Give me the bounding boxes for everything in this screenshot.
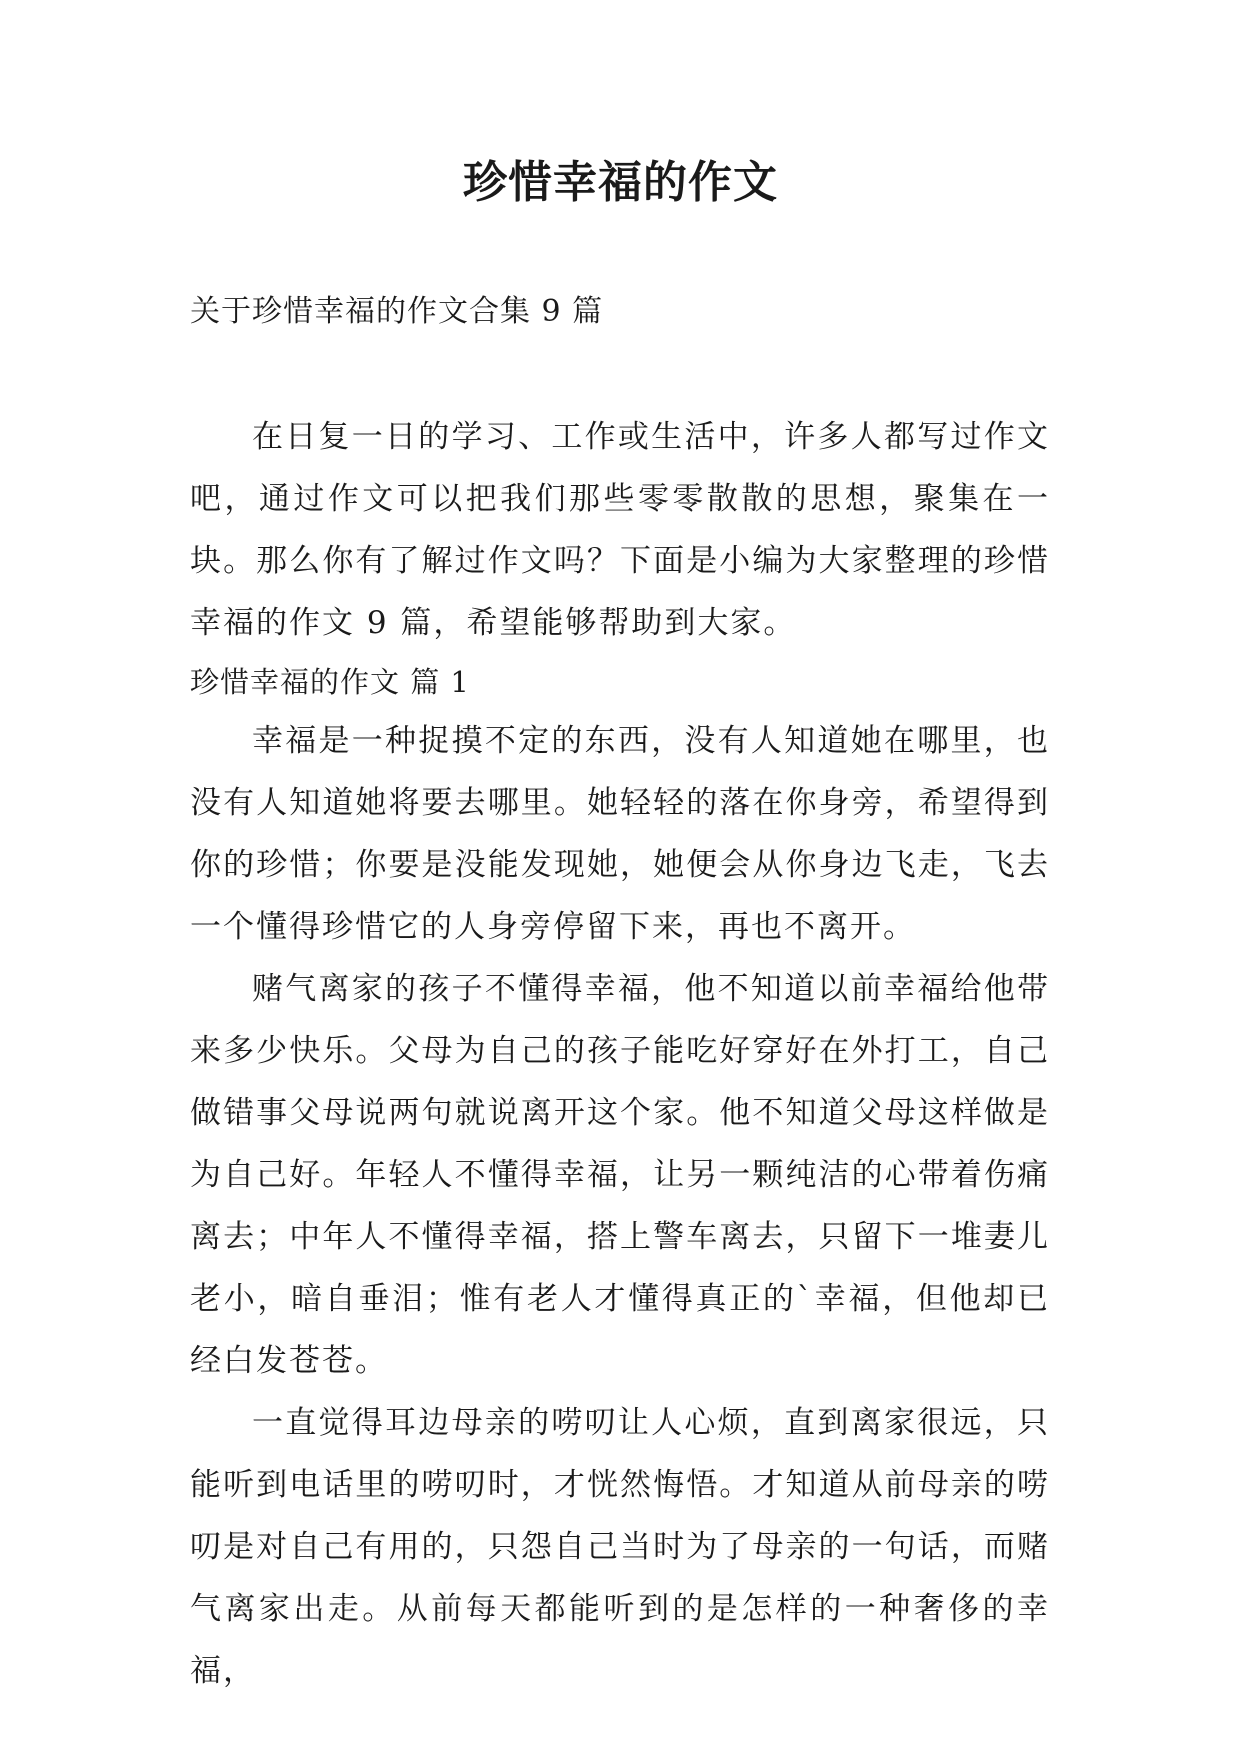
body-paragraph: 幸福是一种捉摸不定的东西，没有人知道她在哪里，也没有人知道她将要去哪里。她轻轻的落在你身旁，希望得到你的珍惜；你要是没能发现她，她便会从你身边飞走，飞去一个懂得珍惜它的人身旁停留下来，再也不离开。: [190, 723, 1050, 945]
intro-paragraph: 在日复一日的学习、工作或生活中，许多人都写过作文吧，通过作文可以把我们那些零零散散的思想，聚集在一块。那么你有了解过作文吗？下面是小编为大家整理的珍惜幸福的作文 9 篇，希望能够帮助到大家。: [190, 419, 1050, 641]
body-paragraph: 赌气离家的孩子不懂得幸福，他不知道以前幸福给他带来多少快乐。父母为自己的孩子能吃好穿好在外打工，自己做错事父母说两句就说离开这个家。他不知道父母这样做是为自己好。年轻人不懂得幸福，让另一颗纯洁的心带着伤痛离去；中年人不懂得幸福，搭上警车离去，只留下一堆妻儿老小，暗自垂泪；惟有老人才懂得真正的`幸福，但他却已经白发苍苍。: [190, 971, 1050, 1379]
body-paragraph: 一直觉得耳边母亲的唠叨让人心烦，直到离家很远，只能听到电话里的唠叨时，才恍然悔悟。才知道从前母亲的唠叨是对自己有用的，只怨自己当时为了母亲的一句话，而赌气离家出走。从前每天都能听到的是怎样的一种奢侈的幸福，: [190, 1405, 1050, 1689]
document-body: [190, 406, 1050, 1702]
document-title: 珍惜幸福的作文: [463, 157, 778, 208]
document-subtitle: 关于珍惜幸福的作文合集 9 篇: [190, 294, 604, 329]
section-heading: 珍惜幸福的作文 篇 1: [190, 665, 470, 699]
